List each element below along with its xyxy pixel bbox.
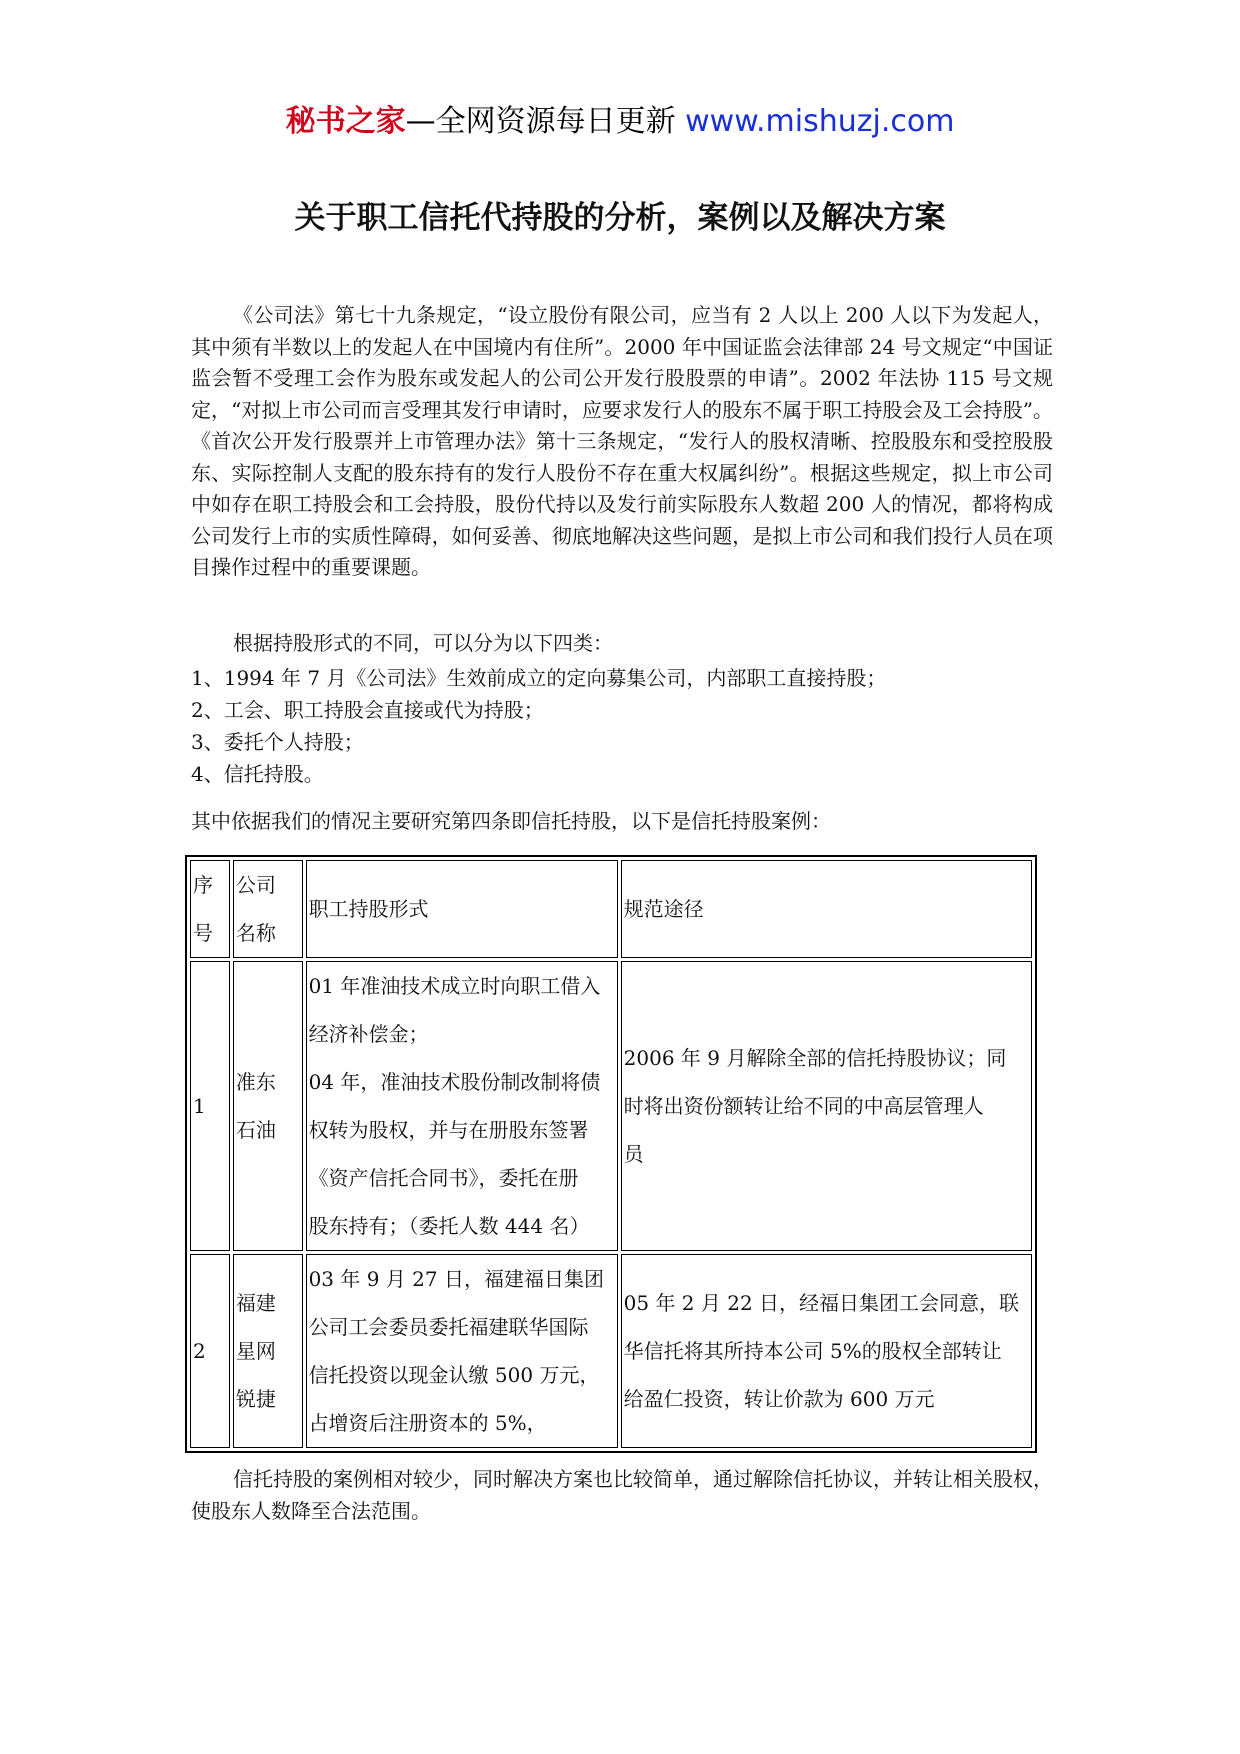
header-path: 规范途径 — [621, 860, 1032, 958]
header-form: 职工持股形式 — [306, 860, 618, 958]
row-form: 01 年准油技术成立时向职工借入 经济补偿金； 04 年，准油技术股份制改制将债 权转为股权，并与在册股东签署 《资产信托合同书》，委托在册 股东持有；（委托人数 444 名） — [306, 961, 618, 1251]
row-form: 03 年 9 月 27 日，福建福日集团 公司工会委员委托福建联华国际 信托投资以现金认缴 500 万元， 占增资后注册资本的 5%， — [306, 1254, 618, 1448]
site-url[interactable]: www.mishuzj.com — [685, 104, 955, 139]
table-header-row — [190, 860, 1032, 958]
list-item: 1、1994 年 7 月《公司法》生效前成立的定向募集公司，内部职工直接持股； — [191, 666, 887, 690]
table-lead: 其中依据我们的情况主要研究第四条即信托持股，以下是信托持股案例： — [191, 809, 831, 833]
brand-name: 秘书之家 — [285, 104, 406, 139]
intro-paragraph: 《公司法》第七十九条规定，“设立股份有限公司，应当有 2 人以上 200 人以下为发起人，其中须有半数以上的发起人在中国境内有住所”。2000 年中国证监会法律部 24 号文规定“中国证监会暂不受理工会作为股东或发起人的公司公开发行股股票的申请”。2002 年法协 115 号文规定，“对拟上市公司而言受理其发行申请时，应要求发行人的股东不属于职工持股会及工会持股”。《首次公开发行股票并上市管理办法》第十三条规定，“发行人的股权清晰、控股股东和受控股股东、实际控制人支配的股东持有的发行人股份不存在重大权属纠纷”。根据这些规定，拟上市公司中如存在职工持股会和工会持股，股份代持以及发行前实际股东人数超 200 人的情况，都将构成公司发行上市的实质性障碍，如何妥善、彻底地解决这些问题，是拟上市公司和我们投行人员在项目操作过程中的重要课题。 — [191, 303, 1053, 579]
row-company: 准东 石油 — [233, 961, 303, 1251]
list-item: 2、工会、职工持股会直接或代为持股； — [191, 698, 544, 722]
header-company: 公司 名称 — [233, 860, 303, 958]
category-list — [191, 662, 1053, 790]
header-slogan: —全网资源每日更新 — [405, 104, 676, 139]
row-no: 2 — [190, 1254, 230, 1448]
categories-lead: 根据持股形式的不同，可以分为以下四类： — [233, 631, 613, 655]
row-no: 1 — [190, 961, 230, 1251]
list-item: 4、信托持股。 — [191, 762, 324, 786]
site-header — [0, 100, 1240, 144]
table-row — [190, 961, 1032, 1251]
row-company: 福建 星网 锐捷 — [233, 1254, 303, 1448]
row-path: 05 年 2 月 22 日，经福日集团工会同意，联 华信托将其所持本公司 5%的股权全部转让 给盈仁投资，转让价款为 600 万元 — [621, 1254, 1032, 1448]
trust-cases-table — [185, 855, 1037, 1453]
row-path: 2006 年 9 月解除全部的信托持股协议；同 时将出资份额转让给不同的中高层管理人 员 — [621, 961, 1032, 1251]
header-no: 序 号 — [190, 860, 230, 958]
table-row — [190, 1254, 1032, 1448]
conclusion-paragraph: 信托持股的案例相对较少，同时解决方案也比较简单，通过解除信托协议，并转让相关股权，使股东人数降至合法范围。 — [191, 1467, 1053, 1523]
list-item: 3、委托个人持股； — [191, 730, 364, 754]
document-title: 关于职工信托代持股的分析，案例以及解决方案 — [294, 200, 946, 236]
